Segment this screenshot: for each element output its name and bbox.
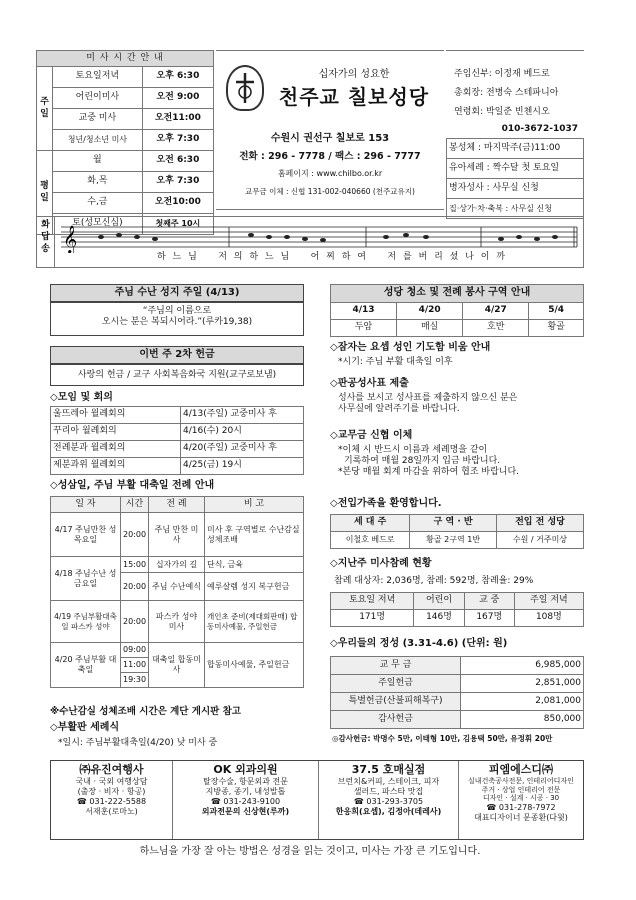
ads-row (50, 760, 584, 840)
mass-schedule (36, 50, 214, 236)
ad-restaurant: 37.5 호매실점 브런치&커피, 스테이크, 피자 샐러드, 파스타 맛집 ☎ 031-293-3705 한응희(요셉), 김정아(데레사) (319, 761, 459, 839)
holyweek-table: 일 자 시간 전 례 비 고 4/17 주님만찬 성목요일 20:00 주님 만찬 미사 미사 후 구역별로 수난감실 성체조배 4/18 주님수난 성금요일 15:00 십자가의 길 단식, 금육 20:00 주님 수난예식 예루살렘 성지 복구헌금 4/19 주님부활대축일 파스카 성야 20:00 파스카 성야 미사 개인초 준비(제대회판매) 합동미사예물, 주일헌금 4/20 주님부활 대축일 09:00 대축일 합동미사 합동미사예물, 주일헌금 11:00 19:30 (50, 496, 304, 688)
church-subtitle: 십자가의 성요한 (318, 69, 390, 80)
meetings-table: 울뜨레아 월례회의 4/13(주일) 교중미사 후 꾸리아 월례회의 4/16(수) 20시 전례분과 월례회의 4/20(주일) 교중미사 후 제분과위 월례회의 4/25(금) 19시 (50, 406, 304, 475)
footer-quote: 하느님을 가장 잘 아는 방법은 성경을 읽는 것이고, 미사는 가장 큰 기도입니다. (139, 846, 481, 857)
church-phone: 전화 : 296 - 7778 / 팩스 : 296 - 7777 (239, 151, 421, 162)
notice-2: ◇판공성사표 제출 성사를 보시고 성사표를 제출하지 않으신 분은 사무실에 알려주기를 바랍니다. (330, 378, 518, 414)
baptism-text: *일시: 주님부활대축일(4/20) 낮 미사 중 (58, 738, 218, 748)
services-box (446, 138, 584, 218)
church-homepage[interactable]: 홈페이지 : www.chilbo.or.kr (277, 169, 383, 178)
hymn-section (36, 216, 584, 268)
mass-title: 미 사 시 간 안 내 (37, 51, 214, 67)
service-anointing: 병자성사 : 사무실 신청 (447, 179, 584, 199)
hymn-label: 화답송 (37, 217, 55, 267)
service-sick: 봉성체 : 마지막주(금)11:00 (447, 139, 584, 159)
ad-clinic: OK 외과의원 탈장수술, 항문외과 전문 지방종, 종기, 내성발톱 ☎ 031-243-9100 외과전문의 신상현(루까) (173, 761, 319, 839)
sunday-label: 주일 (37, 67, 53, 151)
attendance-summary: 참례 대상자: 2,036명, 참례: 592명, 참례율: 29% (334, 576, 534, 586)
service-baptism: 유아세례 : 짝수달 첫 토요일 (447, 159, 584, 179)
ad-interior: 피엠에스디㈜ 실내건축공사전문, 인테리어디자인 주거 · 상업 인테리어 전문 디자인 · 설계 · 시공 · 30 ☎ 031-278-7972 대표디자이너 문종환(다윗) (468, 763, 574, 822)
church-account: 교무금 이체 : 신협 131-002-040660 (천주교유지) (245, 187, 415, 196)
music-staff (61, 219, 581, 253)
council-president: 총회장: 전병숙 스테파니아 (454, 88, 559, 98)
church-logo (226, 65, 264, 111)
notice-3: ◇교무금 신협 이체 *이체 시 반드시 이름과 세례명을 같이 기록하여 매월 28일까지 입금 바랍니다. *본당 매월 회계 마감을 위하여 협조 바랍니다. (330, 430, 520, 477)
service-blessing: 집·상가·차·축복 : 사무실 신청 (447, 199, 584, 219)
newcomers-table: 세 대 주 구 역 · 반 전입 전 성당 이철호 베드로 황골 2구역 1반 수원 / 거주미상 (330, 514, 584, 549)
church-address: 수원시 권선구 칠보로 153 (270, 133, 390, 144)
meetings-title: ◇모임 및 회의 (50, 392, 113, 403)
hymn-lyrics: 하 느 님 저 의 하 느 님 어 찌 하 여 저 를 버 리 셨 나 이 까 (157, 252, 507, 262)
ad-travel: ㈜유진여행사 국내 · 국외 여행상담 (출장 · 비자 · 항공) ☎ 031-222-5588 서재훈(로마노) (51, 761, 173, 839)
donations-title: ◇우리들의 정성 (3.31-4.6) (단위: 원) (330, 638, 508, 649)
church-header (216, 50, 444, 210)
thanks-offering: ◎감사헌금: 박명수 5만, 이태형 10만, 김용택 50만, 유정휘 20만 (332, 734, 553, 743)
sunday-title: 주님 수난 성지 주일 (4/13) (50, 284, 304, 302)
funeral-society: 연령회: 박일준 빈첸시오 (454, 107, 550, 117)
cleaning-title: 성당 청소 및 전례 봉사 구역 안내 (331, 285, 584, 303)
attendance-title: ◇지난주 미사참례 현황 (330, 558, 432, 569)
attendance-table: 토요일 저녁 어린이 교 중 주일 저녁 171명 146명 167명 108명 (330, 592, 584, 627)
mass-table: 미 사 시 간 안 내 주일 토요일저녁 오후 6:30 어린이미사 오전 9:00 교중 미사 오전11:00 청년/청소년 미사 오후 7:30 평일 월 오전 6:30 화,목 오후 7:30 수,금 오전10:00 토(성모신심) 첫째주 10시 (36, 50, 214, 235)
newcomers-title: ◇전입가족을 환영합니다. (330, 498, 442, 509)
scripture-quote: “주님의 이름으로 오시는 분은 복되시어라.”(루카19,38) (50, 302, 304, 336)
donations-table: 교 무 금 6,985,000 주일헌금 2,851,000 특별헌금(산불피해복구) 2,081,000 감사헌금 850,000 (330, 656, 584, 729)
contact-phone: 010-3672-1037 (501, 124, 578, 134)
cleaning-table: 성당 청소 및 전례 봉사 구역 안내 4/13 4/20 4/27 5/4 두암 매실 호반 황골 (330, 284, 584, 337)
offering-text: 사랑의 헌금 / 교구 사회복음화국 지원(교구로보냄) (50, 364, 304, 386)
holyweek-title: ◇성삼일, 주님 부활 대축일 전례 안내 (50, 480, 215, 491)
offering-title: 이번 주 2차 헌금 (50, 346, 304, 364)
holyweek-note: ※수난감실 성체조배 시간은 계단 게시판 참고 (50, 706, 241, 717)
notice-1: ◇잠자는 요셉 성인 기도함 비움 안내 *시기: 주님 부활 대축일 이후 (330, 342, 491, 367)
svg-text:𝄞: 𝄞 (63, 225, 78, 253)
staff-box (446, 50, 584, 138)
church-name: 천주교 칠보성당 (278, 85, 430, 109)
baptism-title: ◇부활판 세례식 (50, 722, 120, 733)
pastor: 주임신부: 이정재 베드로 (454, 69, 550, 79)
weekday-label: 평일 (37, 151, 53, 235)
